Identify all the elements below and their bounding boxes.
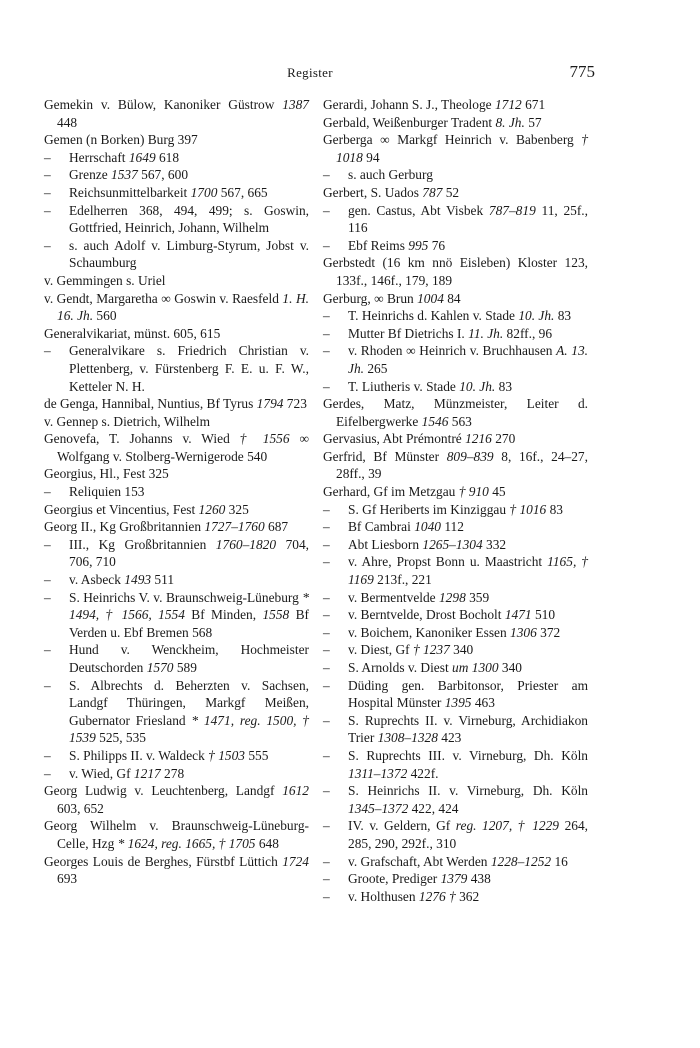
entry-text: 83 <box>546 501 563 517</box>
index-entry <box>323 96 588 114</box>
entry-text: 511 <box>151 572 175 588</box>
entry-text: Edelherren 368, 494, 499; s. Goswin, Gottfried, Heinrich, Johann, Wilhelm <box>69 202 309 236</box>
index-subentry <box>323 624 588 642</box>
entry-text: S. Heinrichs II. v. Virneburg, Dh. Köln <box>348 783 588 799</box>
index-subentry <box>323 202 588 237</box>
subentry-dash: – <box>44 536 51 552</box>
entry-date: 1471 <box>504 607 532 623</box>
entry-date: 1537 <box>111 167 138 183</box>
index-subentry <box>323 307 588 325</box>
entry-text: Gerhard, Gf im Metzgau <box>323 484 459 500</box>
entry-text: IV. v. Geldern, Gf <box>348 818 456 834</box>
entry-text: s. auch Gerburg <box>348 167 433 183</box>
index-column-right <box>323 96 588 905</box>
entry-text: 76 <box>428 237 446 253</box>
entry-text: 362 <box>459 888 480 904</box>
entry-text: 270 <box>491 431 516 447</box>
subentry-dash: – <box>323 624 330 640</box>
entry-date: 1700 <box>190 184 218 200</box>
subentry-dash: – <box>323 378 330 394</box>
index-subentry <box>323 325 588 343</box>
entry-date: * 1494, † 1566, 1554 <box>69 589 309 623</box>
entry-text: v. Berntvelde, Drost Bocholt <box>348 607 505 623</box>
index-subentry <box>44 765 309 783</box>
index-subentry <box>44 166 309 184</box>
subentry-dash: – <box>323 607 330 623</box>
index-subentry <box>44 483 309 501</box>
entry-text: Hund v. Wenckheim, Hochmeister Deutschorden <box>69 642 309 675</box>
index-entry <box>44 465 309 483</box>
entry-text: Georgius et Vincentius, Fest <box>44 501 199 517</box>
entry-date: 1345–1372 <box>348 800 409 816</box>
entry-text: 563 <box>448 413 472 429</box>
index-subentry <box>323 378 588 396</box>
index-column-left <box>44 96 309 888</box>
subentry-dash: – <box>323 501 330 517</box>
entry-text: 422, 424 <box>408 800 459 816</box>
index-entry <box>44 782 309 817</box>
entry-date: 1570 <box>146 660 174 675</box>
entry-text: 422f. <box>407 765 439 781</box>
entry-text: 213f., 221 <box>373 572 432 588</box>
entry-text: Georg II., Kg Großbritannien <box>44 519 205 535</box>
index-entry <box>323 254 588 289</box>
entry-text: T. Liutheris v. Stade <box>348 378 460 394</box>
subentry-dash: – <box>323 589 330 605</box>
entry-text: 16 <box>551 853 568 869</box>
entry-text: 693 <box>57 871 78 887</box>
subentry-dash: – <box>44 237 51 253</box>
subentry-dash: – <box>44 589 51 605</box>
entry-date: 1727–1760 <box>204 519 265 535</box>
entry-date: 787–819 <box>488 202 536 218</box>
index-entry <box>44 430 309 465</box>
entry-text: Genovefa, T. Johanns v. Wied <box>44 431 240 447</box>
entry-text: 82ff., 96 <box>503 325 553 341</box>
index-entry <box>44 272 309 290</box>
entry-text: 265 <box>364 360 388 376</box>
entry-text: 671 <box>521 97 546 112</box>
entry-date: 8. Jh. <box>495 114 525 130</box>
entry-text: S. Ruprechts II. v. Virneburg, Archidiakon Trier <box>348 712 588 746</box>
entry-text: 52 <box>442 184 460 200</box>
entry-date: 1165, † 1169 <box>348 554 588 588</box>
subentry-dash: – <box>323 554 330 570</box>
entry-text: v. Asbeck <box>69 572 125 588</box>
entry-text: S. Gf Heriberts im Kinziggau <box>348 501 510 517</box>
subentry-dash: – <box>323 888 330 904</box>
entry-date: 1712 <box>494 97 522 112</box>
index-entry <box>44 96 309 131</box>
subentry-dash: – <box>323 308 330 324</box>
entry-text: Georges Louis de Berghes, Fürstbf Lüttich <box>44 853 283 869</box>
entry-text: 423 <box>437 730 462 746</box>
entry-text: 723 <box>283 396 307 412</box>
entry-text: Gervasius, Abt Prémontré <box>323 431 466 447</box>
index-subentry <box>44 641 309 676</box>
index-entry <box>323 395 588 430</box>
index-subentry <box>323 606 588 624</box>
entry-text: Generalvikare s. Friedrich Christian v. Plettenberg, v. Fürstenberg F. E. u. F. W., Ketteler N. H. <box>69 343 309 394</box>
entry-date: * 1471, reg. 1500, † 1539 <box>69 712 309 746</box>
page-number: 775 <box>569 62 595 81</box>
entry-date: 1004 <box>417 290 444 306</box>
index-subentry <box>323 888 588 906</box>
entry-text: S. Philipps II. v. Waldeck <box>69 747 209 763</box>
index-subentry <box>323 501 588 519</box>
entry-text: Reichsunmittelbarkeit <box>69 184 191 200</box>
index-subentry <box>323 589 588 607</box>
subentry-dash: – <box>323 712 330 728</box>
entry-text: S. Albrechts d. Beherzten v. Sachsen, Landgf Thüringen, Markgf Meißen, Gubernator Friesland <box>69 677 309 728</box>
entry-text: S. Arnolds v. Diest <box>348 660 453 675</box>
subentry-dash: – <box>323 167 330 183</box>
subentry-dash: – <box>323 818 330 834</box>
entry-text: Generalvikariat, münst. 605, 615 <box>44 325 221 341</box>
entry-text: v. Gennep s. Dietrich, Wilhelm <box>44 413 211 429</box>
index-entry <box>323 131 588 166</box>
entry-text: 687 <box>264 519 289 535</box>
entry-text: Gerberga ∞ Markgf Heinrich v. Babenberg <box>323 132 582 148</box>
entry-date: 787 <box>422 184 443 200</box>
index-subentry <box>44 202 309 237</box>
entry-text: 555 <box>244 747 269 763</box>
entry-text: Gemekin v. Bülow, Kanoniker Güstrow <box>44 97 283 112</box>
entry-text: Grenze <box>69 167 112 183</box>
entry-text: ∞ Wolfgang v. Stolberg-Wernigerode 540 <box>57 431 309 464</box>
entry-text: Gerburg, ∞ Brun <box>323 290 418 306</box>
entry-text: Gerardi, Johann S. J., Theologe <box>323 97 495 112</box>
index-subentry <box>44 342 309 395</box>
index-subentry <box>323 659 588 677</box>
entry-text: 567, 600 <box>137 167 189 183</box>
running-head <box>0 62 700 82</box>
entry-date: 1387 <box>282 97 309 112</box>
entry-date: † 1018 <box>336 132 588 165</box>
subentry-dash: – <box>323 519 330 535</box>
index-entry <box>44 817 309 852</box>
entry-text: Mutter Bf Dietrichs I. <box>348 325 469 341</box>
subentry-dash: – <box>44 484 51 500</box>
entry-text: Groote, Prediger <box>348 871 441 887</box>
entry-text: Gerfrid, Bf Münster <box>323 448 447 464</box>
subentry-dash: – <box>44 202 51 218</box>
entry-text: v. Boichem, Kanoniker Essen <box>348 624 511 640</box>
entry-date: 1. H. 16. Jh. <box>57 290 309 324</box>
index-subentry <box>323 853 588 871</box>
entry-date: 1216 <box>465 431 492 447</box>
subentry-dash: – <box>323 237 330 253</box>
entry-text: Herrschaft <box>69 149 129 165</box>
entry-text: Gemen (n Borken) Burg 397 <box>44 132 198 148</box>
entry-text: 264, 285, 290, 292f., 310 <box>348 818 588 851</box>
entry-date: 1546 <box>421 413 449 429</box>
entry-text: 112 <box>440 519 464 535</box>
subentry-dash: – <box>323 325 330 341</box>
index-subentry <box>323 342 588 377</box>
index-subentry <box>323 817 588 852</box>
entry-text: S. Heinrichs V. v. Braunschweig-Lüneburg <box>69 589 303 605</box>
subentry-dash: – <box>44 765 51 781</box>
entry-text: 340 <box>498 660 522 675</box>
index-subentry <box>323 553 588 588</box>
subentry-dash: – <box>44 572 51 588</box>
entry-text: 84 <box>443 290 461 306</box>
entry-text: Gerbert, S. Uados <box>323 184 423 200</box>
entry-text: v. Ahre, Propst Bonn u. Maastricht <box>348 554 548 570</box>
entry-text: Bf Cambrai <box>348 519 415 535</box>
entry-text: T. Heinrichs d. Kahlen v. Stade <box>348 308 519 324</box>
entry-date: 1649 <box>128 149 156 165</box>
index-subentry <box>44 589 309 642</box>
entry-date: 1228–1252 <box>490 853 552 869</box>
entry-text: Georgius, Hl., Fest 325 <box>44 466 169 482</box>
index-entry <box>44 290 309 325</box>
index-entry <box>323 448 588 483</box>
subentry-dash: – <box>44 149 51 165</box>
index-entry <box>323 184 588 202</box>
index-subentry <box>323 237 588 255</box>
entry-text: 463 <box>471 695 495 711</box>
entry-date: 1794 <box>256 396 284 412</box>
subentry-dash: – <box>44 184 51 200</box>
entry-text: 83 <box>495 378 513 394</box>
index-subentry <box>323 641 588 659</box>
entry-date: 1276 † <box>418 888 460 904</box>
entry-text: 589 <box>173 660 197 675</box>
index-subentry <box>44 184 309 202</box>
running-title: Register <box>287 65 333 80</box>
entry-text: v. Wied, Gf <box>69 765 134 781</box>
subentry-dash: – <box>323 660 330 675</box>
entry-date: † 1016 <box>509 501 547 517</box>
index-subentry <box>44 571 309 589</box>
entry-text: 372 <box>536 624 561 640</box>
subentry-dash: – <box>323 536 330 552</box>
entry-text: 448 <box>57 114 78 130</box>
index-entry <box>44 325 309 343</box>
entry-date: 809–839 <box>446 448 494 464</box>
entry-text: v. Bermentvelde <box>348 589 439 605</box>
entry-text: 45 <box>488 484 506 500</box>
index-subentry <box>44 677 309 747</box>
index-entry <box>44 501 309 519</box>
entry-text: Georg Ludwig v. Leuchtenberg, Landgf <box>44 783 283 799</box>
entry-text: Georg Wilhelm v. Braunschweig-Lüneburg-Celle, Hzg <box>44 818 309 851</box>
entry-text: 278 <box>160 765 185 781</box>
entry-date: 10. Jh. <box>459 378 496 394</box>
index-entry <box>44 853 309 888</box>
index-subentry <box>323 536 588 554</box>
entry-text: v. Rhoden ∞ Heinrich v. Bruchhausen <box>348 343 557 359</box>
entry-text: de Genga, Hannibal, Nuntius, Bf Tyrus <box>44 396 257 412</box>
entry-text: 618 <box>155 149 180 165</box>
entry-text: Gerdes, Matz, Münzmeister, Leiter d. Eifelbergwerke <box>323 396 588 429</box>
entry-date: 1760–1820 <box>215 536 277 552</box>
entry-date: 1311–1372 <box>348 765 408 781</box>
entry-text: Gerbald, Weißenburger Tradent <box>323 114 496 130</box>
entry-date: 1217 <box>133 765 161 781</box>
entry-text: v. Gemmingen s. Uriel <box>44 272 166 288</box>
subentry-dash: – <box>323 853 330 869</box>
index-subentry <box>323 747 588 782</box>
entry-date: 1308–1328 <box>377 730 438 746</box>
entry-text: 11, 25f., 116 <box>348 202 589 236</box>
entry-text: Abt Liesborn <box>348 536 423 552</box>
entry-text: v. Holthusen <box>348 888 419 904</box>
entry-text: 510 <box>531 607 556 623</box>
subentry-dash: – <box>323 343 330 359</box>
index-subentry <box>323 677 588 712</box>
entry-date: 1395 <box>444 695 472 711</box>
entry-text: Bf Verden u. Ebf Bremen 568 <box>69 607 309 640</box>
entry-text: gen. Castus, Abt Visbek <box>348 202 489 218</box>
entry-text: III., Kg Großbritannien <box>69 536 216 552</box>
entry-text: Gerbstedt (16 km nnö Eisleben) Kloster 123, 133f., 146f., 179, 189 <box>323 255 588 288</box>
entry-text: 340 <box>449 642 474 658</box>
entry-date: 1298 <box>438 589 466 605</box>
entry-date: * 1624, reg. 1665, † 1705 <box>117 835 256 851</box>
entry-text: 438 <box>467 871 491 887</box>
entry-text: s. auch Adolf v. Limburg-Styrum, Jobst v. Schaumburg <box>69 237 309 271</box>
entry-date: 1260 <box>198 501 226 517</box>
subentry-dash: – <box>44 677 51 693</box>
index-subentry <box>44 237 309 272</box>
entry-date: reg. 1207, † 1229 <box>455 818 559 834</box>
entry-text: 704, 706, 710 <box>69 536 310 570</box>
index-entry <box>44 518 309 536</box>
index-subentry <box>323 166 588 184</box>
entry-date: 1558 <box>262 607 290 623</box>
index-subentry <box>323 712 588 747</box>
entry-text: 560 <box>93 308 117 324</box>
entry-text: S. Ruprechts III. v. Virneburg, Dh. Köln <box>348 747 588 763</box>
subentry-dash: – <box>44 642 51 658</box>
entry-date: 11. Jh. <box>468 325 504 341</box>
entry-text: 332 <box>482 536 507 552</box>
entry-text: 525, 535 <box>95 730 146 746</box>
entry-text: 57 <box>524 114 542 130</box>
subentry-dash: – <box>44 747 51 763</box>
entry-text: 83 <box>554 308 572 324</box>
entry-text: 325 <box>225 501 249 517</box>
index-entry <box>44 395 309 413</box>
entry-date: 1265–1304 <box>422 536 483 552</box>
entry-date: A. 13. Jh. <box>348 343 588 376</box>
index-entry <box>323 114 588 132</box>
entry-text: 648 <box>255 835 279 851</box>
subentry-dash: – <box>323 202 330 218</box>
entry-text: Düding gen. Barbitonsor, Priester am Hospital Münster <box>348 677 588 711</box>
entry-text: Bf Minden, <box>184 607 263 623</box>
index-subentry <box>323 782 588 817</box>
entry-text: 603, 652 <box>57 800 104 816</box>
index-subentry <box>323 870 588 888</box>
entry-text: v. Diest, Gf <box>348 642 413 658</box>
entry-date: 1040 <box>414 519 441 535</box>
index-entry <box>323 483 588 501</box>
index-subentry <box>44 536 309 571</box>
index-entry <box>44 413 309 431</box>
entry-text: 94 <box>362 149 380 165</box>
index-entry <box>323 290 588 308</box>
subentry-dash: – <box>323 747 330 763</box>
entry-date: † 1503 <box>208 747 245 763</box>
index-subentry <box>323 518 588 536</box>
entry-text: v. Gendt, Margaretha ∞ Goswin v. Raesfeld <box>44 290 283 306</box>
entry-date: 10. Jh. <box>518 308 555 324</box>
entry-text: Ebf Reims <box>348 237 409 253</box>
entry-text: 8, 16f., 24–27, 28ff., 39 <box>336 448 588 482</box>
index-subentry <box>44 149 309 167</box>
index-subentry <box>44 747 309 765</box>
entry-text: Reliquien 153 <box>69 484 145 500</box>
subentry-dash: – <box>323 642 330 658</box>
entry-text: v. Grafschaft, Abt Werden <box>348 853 491 869</box>
entry-date: 995 <box>408 237 429 253</box>
subentry-dash: – <box>323 783 330 799</box>
entry-date: 1379 <box>440 871 468 887</box>
entry-text: 359 <box>465 589 490 605</box>
entry-text: 567, 665 <box>217 184 268 200</box>
subentry-dash: – <box>44 343 51 359</box>
entry-date: 1306 <box>510 624 537 640</box>
index-entry <box>323 430 588 448</box>
index-entry <box>44 131 309 149</box>
entry-date: 1612 <box>282 783 309 799</box>
entry-date: um 1300 <box>452 660 499 675</box>
subentry-dash: – <box>323 677 330 693</box>
subentry-dash: – <box>44 167 51 183</box>
entry-date: 1724 <box>282 853 309 869</box>
entry-date: † 1556 <box>239 431 290 447</box>
subentry-dash: – <box>323 871 330 887</box>
entry-date: 1493 <box>124 572 152 588</box>
entry-date: † 910 <box>458 484 489 500</box>
entry-date: † 1237 <box>412 642 450 658</box>
